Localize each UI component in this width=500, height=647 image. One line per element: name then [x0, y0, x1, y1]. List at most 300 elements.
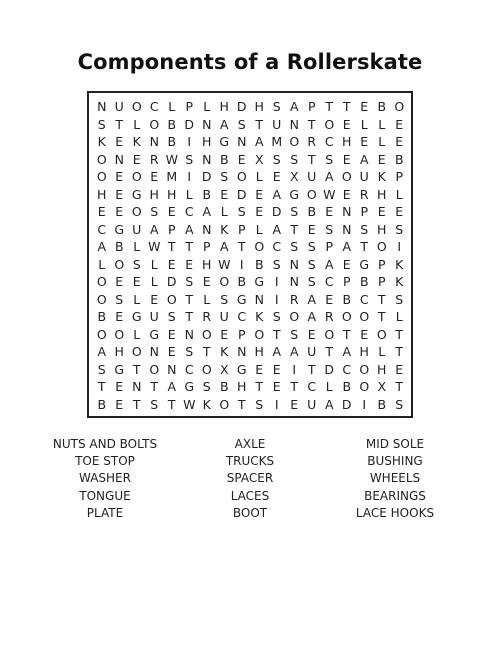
- grid-letter: N: [202, 221, 212, 237]
- word-list-item: LACE HOOKS: [355, 505, 435, 520]
- grid-letter: G: [149, 326, 160, 342]
- grid-letter: O: [96, 291, 107, 307]
- grid-letter: E: [325, 204, 334, 219]
- grid-letter: L: [203, 99, 211, 114]
- grid-letter: M: [271, 134, 283, 149]
- grid-letter: P: [237, 326, 246, 342]
- grid-letter: O: [376, 326, 387, 342]
- grid-letter: N: [342, 204, 352, 219]
- grid-letter: E: [237, 151, 246, 167]
- grid-letter: D: [236, 99, 247, 114]
- grid-letter: R: [149, 151, 159, 167]
- grid-letter: E: [115, 186, 124, 202]
- grid-letter: I: [187, 169, 192, 184]
- grid-letter: U: [114, 99, 124, 114]
- word-list-item: WHEELS: [369, 471, 421, 486]
- grid-letter: I: [274, 291, 279, 307]
- word-list-column-3: [325, 436, 465, 522]
- grid-letter: S: [395, 291, 404, 307]
- grid-letter: G: [114, 361, 125, 377]
- word-list-item: TOE STOP: [75, 454, 135, 469]
- grid-letter: E: [97, 204, 106, 219]
- grid-letter: L: [133, 291, 141, 307]
- grid-letter: K: [132, 134, 141, 149]
- grid-letter: G: [131, 309, 142, 324]
- grid-letter: N: [202, 116, 212, 132]
- grid-letter: A: [324, 256, 334, 272]
- grid-letter: N: [184, 326, 194, 342]
- grid-letter: E: [325, 291, 334, 307]
- grid-letter: W: [218, 256, 231, 272]
- grid-letter: I: [239, 256, 244, 272]
- grid-letter: I: [397, 239, 402, 254]
- grid-letter: O: [131, 204, 142, 219]
- grid-letter: G: [236, 361, 247, 377]
- grid-letter: A: [272, 186, 282, 202]
- grid-letter: H: [219, 99, 229, 114]
- grid-letter: D: [184, 116, 195, 132]
- grid-letter: R: [307, 134, 317, 149]
- grid-letter: E: [360, 326, 369, 342]
- grid-letter: E: [290, 396, 299, 412]
- grid-letter: O: [149, 116, 160, 132]
- grid-letter: A: [149, 221, 159, 237]
- grid-letter: A: [184, 221, 194, 237]
- grid-letter: O: [254, 326, 265, 342]
- grid-letter: I: [274, 274, 279, 289]
- grid-letter: G: [131, 186, 142, 202]
- grid-letter: N: [289, 274, 299, 289]
- grid-letter: O: [114, 326, 125, 342]
- letter-grid-frame: [87, 91, 413, 418]
- grid-letter: L: [133, 326, 141, 342]
- grid-letter: E: [395, 204, 404, 219]
- grid-letter: B: [219, 379, 229, 394]
- grid-letter: E: [115, 274, 124, 289]
- grid-letter: P: [395, 169, 404, 184]
- grid-letter: S: [97, 361, 106, 377]
- grid-letter: L: [378, 344, 386, 359]
- grid-letter: S: [325, 221, 334, 237]
- grid-letter: O: [114, 256, 125, 272]
- grid-letter: T: [272, 326, 281, 342]
- grid-letter: L: [378, 116, 386, 132]
- grid-letter: W: [165, 151, 178, 167]
- grid-letter: A: [202, 204, 212, 219]
- grid-letter: O: [376, 239, 387, 254]
- grid-letter: R: [324, 309, 334, 324]
- grid-letter: T: [342, 326, 351, 342]
- grid-letter: T: [377, 291, 386, 307]
- grid-letter: C: [324, 134, 334, 149]
- grid-letter: S: [150, 396, 159, 412]
- grid-letter: O: [201, 326, 212, 342]
- grid-letter: P: [342, 274, 351, 289]
- grid-letter: O: [131, 99, 142, 114]
- grid-letter: R: [359, 186, 369, 202]
- grid-letter: T: [150, 379, 159, 394]
- word-list-column-1: [35, 436, 175, 522]
- grid-letter: G: [184, 379, 195, 394]
- grid-letter: A: [324, 169, 334, 184]
- grid-letter: C: [149, 99, 159, 114]
- grid-letter: E: [255, 204, 264, 219]
- grid-letter: H: [97, 186, 107, 202]
- grid-letter: B: [377, 99, 387, 114]
- grid-letter: B: [97, 309, 107, 324]
- grid-letter: P: [167, 221, 176, 237]
- grid-letter: H: [377, 361, 387, 377]
- grid-letter: E: [342, 256, 351, 272]
- grid-letter: E: [150, 291, 159, 307]
- word-list-item: TRUCKS: [225, 454, 275, 469]
- grid-letter: N: [149, 134, 159, 149]
- grid-letter: O: [96, 169, 107, 184]
- grid-letter: G: [114, 221, 125, 237]
- grid-letter: L: [203, 291, 211, 307]
- grid-letter: O: [219, 396, 230, 412]
- grid-letter: D: [271, 204, 282, 219]
- grid-letter: S: [97, 116, 106, 132]
- grid-letter: S: [325, 151, 334, 167]
- grid-letter: T: [307, 151, 316, 167]
- grid-letter: S: [237, 116, 246, 132]
- grid-letter: O: [289, 309, 300, 324]
- grid-letter: B: [167, 116, 177, 132]
- grid-letter: T: [395, 379, 404, 394]
- grid-letter: O: [341, 169, 352, 184]
- grid-letter: E: [342, 151, 351, 167]
- grid-letter: T: [115, 116, 124, 132]
- grid-letter: E: [220, 326, 229, 342]
- grid-letter: S: [290, 239, 299, 254]
- grid-letter: A: [342, 239, 352, 254]
- grid-letter: E: [185, 256, 194, 272]
- grid-letter: S: [185, 344, 194, 359]
- grid-letter: G: [289, 186, 300, 202]
- grid-letter: H: [202, 134, 212, 149]
- grid-letter: E: [202, 274, 211, 289]
- grid-letter: O: [201, 361, 212, 377]
- grid-letter: N: [254, 291, 264, 307]
- word-list-item: LACES: [230, 488, 270, 503]
- grid-letter: B: [359, 274, 369, 289]
- grid-letter: N: [237, 134, 247, 149]
- grid-letter: E: [167, 256, 176, 272]
- grid-letter: L: [395, 186, 403, 202]
- grid-letter: G: [359, 256, 370, 272]
- grid-letter: R: [289, 291, 299, 307]
- grid-letter: A: [289, 344, 299, 359]
- grid-letter: U: [307, 344, 317, 359]
- grid-letter: O: [394, 99, 405, 114]
- grid-letter: S: [150, 204, 159, 219]
- word-list-item: WASHER: [79, 471, 131, 486]
- grid-letter: T: [132, 396, 141, 412]
- grid-letter: X: [289, 169, 299, 184]
- grid-letter: S: [307, 256, 316, 272]
- grid-letter: B: [342, 291, 352, 307]
- grid-letter: S: [272, 151, 281, 167]
- grid-letter: L: [395, 309, 403, 324]
- grid-letter: E: [115, 379, 124, 394]
- grid-letter: S: [395, 221, 404, 237]
- grid-letter: C: [97, 221, 107, 237]
- grid-letter: O: [96, 151, 107, 167]
- grid-letter: S: [272, 256, 281, 272]
- grid-letter: S: [202, 379, 211, 394]
- grid-letter: W: [323, 186, 336, 202]
- grid-letter: H: [377, 186, 387, 202]
- grid-letter: O: [219, 274, 230, 289]
- grid-letter: H: [377, 221, 387, 237]
- word-list-column-2: [180, 436, 320, 522]
- grid-letter: S: [220, 169, 229, 184]
- grid-letter: A: [307, 309, 317, 324]
- word-list-item: BEARINGS: [364, 488, 426, 503]
- grid-letter: X: [219, 361, 229, 377]
- grid-letter: H: [342, 134, 352, 149]
- grid-letter: E: [377, 151, 386, 167]
- grid-letter: L: [133, 116, 141, 132]
- grid-letter: B: [307, 204, 317, 219]
- grid-letter: S: [132, 256, 141, 272]
- grid-letter: S: [237, 204, 246, 219]
- grid-letter: O: [166, 291, 177, 307]
- grid-letter: E: [167, 344, 176, 359]
- grid-letter: D: [166, 274, 177, 289]
- grid-letter: X: [377, 379, 387, 394]
- grid-letter: P: [360, 204, 369, 219]
- grid-letter: B: [202, 186, 212, 202]
- grid-letter: T: [185, 291, 194, 307]
- grid-letter: S: [185, 151, 194, 167]
- grid-letter: E: [272, 361, 281, 377]
- grid-letter: S: [167, 309, 176, 324]
- grid-letter: B: [342, 379, 352, 394]
- grid-letter: O: [359, 309, 370, 324]
- grid-letter: K: [395, 256, 404, 272]
- grid-letter: S: [290, 151, 299, 167]
- grid-letter: S: [307, 239, 316, 254]
- grid-letter: L: [133, 239, 141, 254]
- word-list-item: PLATE: [86, 505, 124, 520]
- grid-letter: K: [395, 274, 404, 289]
- grid-letter: E: [132, 151, 141, 167]
- grid-letter: B: [219, 151, 229, 167]
- grid-letter: A: [219, 239, 229, 254]
- grid-letter: U: [132, 221, 142, 237]
- grid-letter: A: [342, 344, 352, 359]
- grid-letter: B: [394, 151, 404, 167]
- word-list-item: AXLE: [234, 437, 266, 451]
- grid-letter: L: [168, 99, 176, 114]
- grid-letter: L: [360, 116, 368, 132]
- grid-letter: P: [325, 239, 334, 254]
- grid-letter: A: [97, 239, 107, 254]
- grid-letter: S: [220, 291, 229, 307]
- grid-letter: U: [307, 396, 317, 412]
- grid-letter: S: [290, 326, 299, 342]
- grid-letter: T: [255, 379, 264, 394]
- grid-letter: T: [290, 221, 299, 237]
- grid-letter: G: [236, 291, 247, 307]
- word-list-item: NUTS AND BOLTS: [52, 437, 158, 451]
- grid-letter: O: [236, 169, 247, 184]
- grid-letter: P: [202, 239, 211, 254]
- grid-letter: N: [114, 151, 124, 167]
- grid-letter: C: [184, 204, 194, 219]
- grid-letter: O: [96, 326, 107, 342]
- grid-letter: O: [341, 309, 352, 324]
- grid-letter: U: [149, 309, 159, 324]
- grid-letter: N: [237, 344, 247, 359]
- grid-letter: X: [254, 151, 264, 167]
- grid-letter: L: [255, 221, 263, 237]
- grid-letter: W: [183, 396, 196, 412]
- grid-letter: T: [237, 239, 246, 254]
- grid-letter: O: [306, 186, 317, 202]
- grid-letter: N: [132, 379, 142, 394]
- grid-letter: E: [307, 326, 316, 342]
- grid-letter: E: [115, 309, 124, 324]
- grid-letter: H: [114, 344, 124, 359]
- grid-letter: H: [359, 344, 369, 359]
- grid-letter: T: [325, 99, 334, 114]
- grid-letter: S: [185, 274, 194, 289]
- grid-letter: O: [289, 134, 300, 149]
- grid-letter: I: [274, 396, 279, 412]
- grid-letter: C: [272, 239, 282, 254]
- word-list-item: BUSHING: [367, 454, 423, 469]
- grid-letter: A: [289, 99, 299, 114]
- grid-letter: O: [324, 326, 335, 342]
- grid-letter: T: [360, 239, 369, 254]
- puzzle-title: Components of a Rollerskate: [77, 50, 423, 74]
- grid-letter: N: [149, 344, 159, 359]
- grid-letter: U: [219, 309, 229, 324]
- grid-letter: H: [202, 256, 212, 272]
- grid-letter: P: [377, 256, 386, 272]
- grid-letter: L: [185, 186, 193, 202]
- grid-letter: B: [237, 274, 247, 289]
- grid-letter: H: [254, 99, 264, 114]
- grid-letter: H: [149, 186, 159, 202]
- grid-letter: E: [395, 134, 404, 149]
- grid-letter: T: [290, 379, 299, 394]
- grid-letter: C: [184, 361, 194, 377]
- grid-letter: C: [324, 274, 334, 289]
- grid-letter: A: [167, 379, 177, 394]
- grid-letter: L: [325, 379, 333, 394]
- grid-letter: P: [237, 221, 246, 237]
- grid-letter: C: [359, 291, 369, 307]
- grid-letter: S: [360, 221, 369, 237]
- grid-letter: D: [236, 186, 247, 202]
- grid-letter: E: [167, 204, 176, 219]
- grid-letter: E: [115, 204, 124, 219]
- grid-letter: U: [359, 169, 369, 184]
- grid-letter: L: [150, 256, 158, 272]
- grid-letter: B: [114, 239, 124, 254]
- grid-letter: T: [167, 239, 176, 254]
- grid-letter: A: [359, 151, 369, 167]
- grid-letter: S: [307, 274, 316, 289]
- grid-letter: T: [202, 344, 211, 359]
- grid-letter: A: [219, 116, 229, 132]
- grid-letter: T: [395, 344, 404, 359]
- grid-letter: K: [220, 344, 229, 359]
- grid-letter: A: [324, 396, 334, 412]
- word-list-item: BOOT: [232, 505, 268, 520]
- grid-letter: E: [272, 169, 281, 184]
- grid-letter: I: [292, 361, 297, 377]
- grid-letter: E: [377, 204, 386, 219]
- grid-letter: T: [185, 239, 194, 254]
- grid-letter: G: [254, 274, 265, 289]
- grid-letter: T: [377, 309, 386, 324]
- grid-letter: E: [342, 186, 351, 202]
- grid-letter: E: [395, 361, 404, 377]
- grid-letter: P: [185, 99, 194, 114]
- grid-letter: T: [132, 361, 141, 377]
- grid-letter: N: [342, 221, 352, 237]
- word-list-item: SPACER: [226, 471, 274, 486]
- grid-letter: S: [272, 99, 281, 114]
- grid-letter: A: [272, 221, 282, 237]
- grid-letter: H: [254, 344, 264, 359]
- grid-letter: T: [342, 99, 351, 114]
- grid-letter: N: [202, 151, 212, 167]
- grid-letter: E: [255, 186, 264, 202]
- grid-letter: B: [377, 396, 387, 412]
- grid-letter: E: [150, 169, 159, 184]
- grid-letter: O: [96, 274, 107, 289]
- grid-letter: E: [167, 326, 176, 342]
- grid-letter: L: [220, 204, 228, 219]
- grid-letter: H: [167, 186, 177, 202]
- grid-letter: C: [237, 309, 247, 324]
- grid-letter: O: [359, 379, 370, 394]
- grid-letter: O: [359, 361, 370, 377]
- grid-letter: E: [132, 274, 141, 289]
- grid-letter: A: [254, 134, 264, 149]
- grid-letter: E: [342, 116, 351, 132]
- grid-letter: E: [220, 186, 229, 202]
- grid-letter: N: [289, 256, 299, 272]
- grid-letter: E: [115, 396, 124, 412]
- grid-letter: I: [187, 134, 192, 149]
- grid-letter: T: [325, 344, 334, 359]
- grid-letter: E: [272, 379, 281, 394]
- grid-letter: M: [166, 169, 178, 184]
- grid-letter: O: [131, 169, 142, 184]
- grid-letter: A: [272, 344, 282, 359]
- grid-letter: A: [97, 344, 107, 359]
- grid-letter: L: [150, 274, 158, 289]
- grid-letter: E: [307, 221, 316, 237]
- grid-letter: L: [98, 256, 106, 272]
- letter-grid: [93, 98, 408, 413]
- grid-letter: O: [149, 361, 160, 377]
- grid-letter: B: [167, 134, 177, 149]
- grid-letter: T: [395, 326, 404, 342]
- grid-letter: D: [201, 169, 212, 184]
- grid-letter: U: [272, 116, 282, 132]
- grid-letter: K: [220, 221, 229, 237]
- grid-letter: T: [185, 309, 194, 324]
- grid-letter: P: [307, 99, 316, 114]
